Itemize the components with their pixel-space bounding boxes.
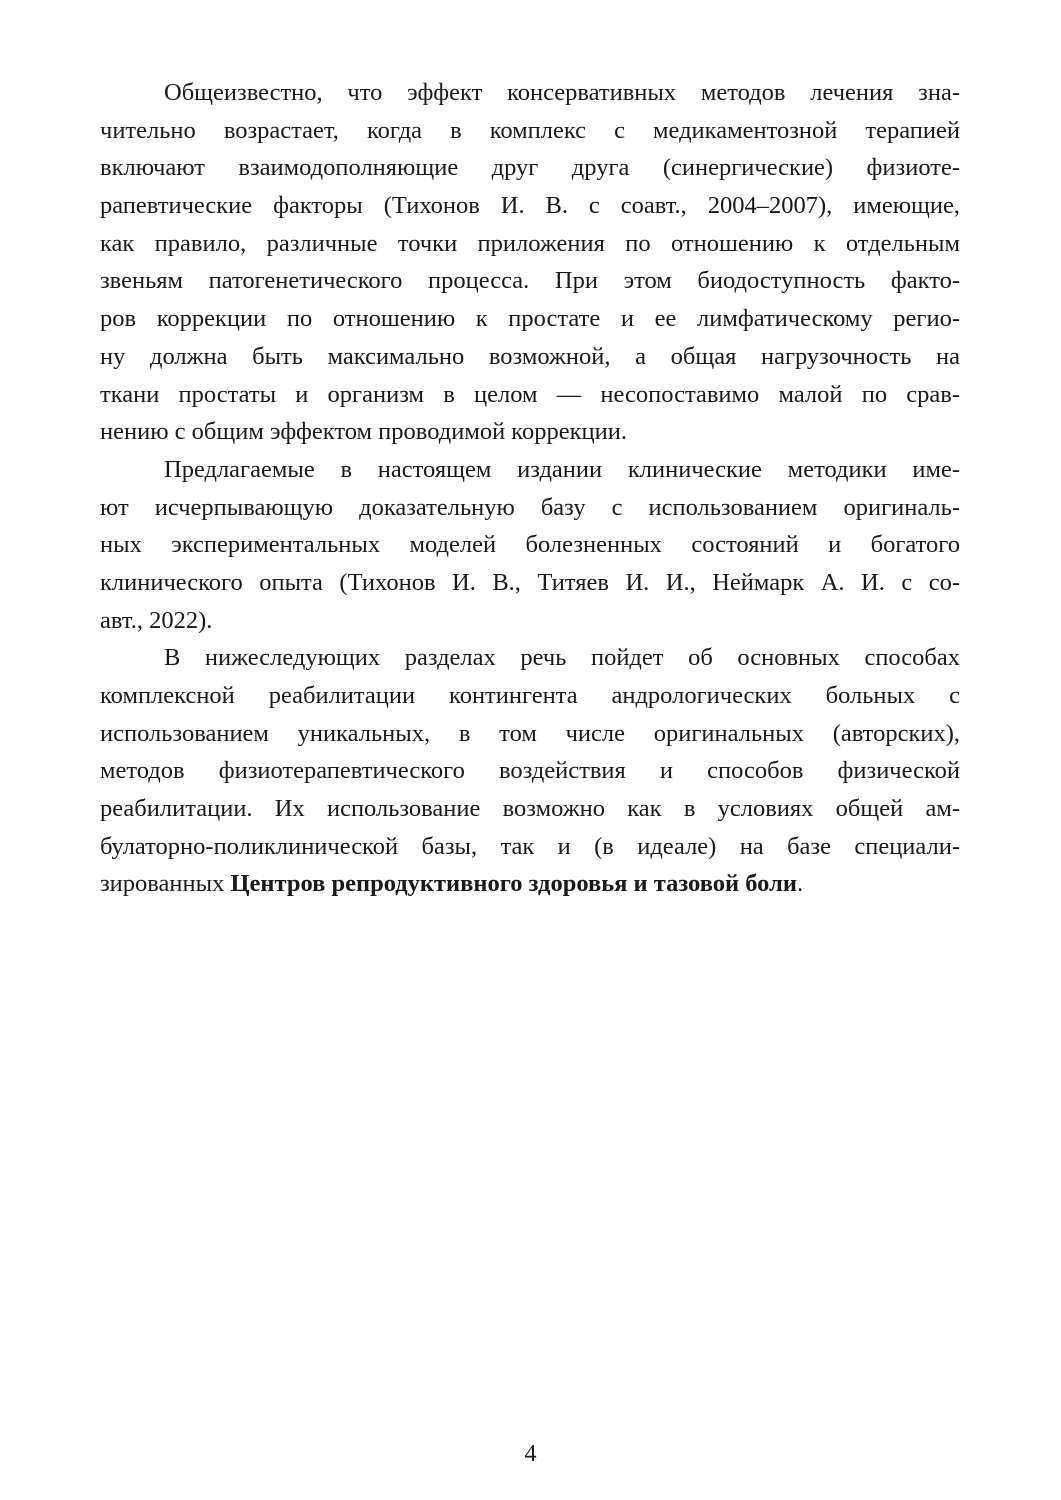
paragraph-3-line: булаторно-поликлинической базы, так и (в идеале) на базе специали-	[100, 832, 960, 860]
page-number: 4	[524, 1441, 537, 1467]
paragraph-1-line: рапевтические факторы (Тихонов И. В. с соавт., 2004–2007), имеющие,	[100, 192, 960, 220]
paragraph-2-line: клинического опыта (Тихонов И. В., Титяев И. И., Неймарк А. И. с со-	[100, 568, 960, 596]
paragraph-1-line: звеньям патогенетического процесса. При этом биодоступность факто-	[100, 267, 960, 295]
body-text	[100, 74, 960, 903]
paragraph-1-line: нению с общим эффектом проводимой коррекции.	[100, 418, 627, 446]
paragraph-2-line: Предлагаемые в настоящем издании клинические методики име-	[164, 455, 960, 483]
paragraph-3-line: В нижеследующих разделах речь пойдет об основных способах	[164, 644, 960, 672]
paragraph-3-line: реабилитации. Их использование возможно как в условиях общей ам-	[100, 795, 960, 823]
paragraph-3-line: использованием уникальных, в том числе оригинальных (авторских),	[100, 719, 960, 747]
paragraph-3-line: методов физиотерапевтического воздействия и способов физической	[100, 757, 960, 785]
paragraph-2-line: ют исчерпывающую доказательную базу с использованием оригиналь-	[100, 493, 960, 521]
paragraph-1-line: Общеизвестно, что эффект консервативных методов лечения зна-	[164, 79, 960, 106]
paragraph-3-last-line	[100, 865, 960, 903]
paragraph-1-line: чительно возрастает, когда в комплекс с медикаментозной терапией	[100, 116, 960, 144]
paragraph-2-line: авт., 2022).	[100, 606, 213, 634]
paragraph-1-line: включают взаимодополняющие друг друга (синергические) физиоте-	[100, 154, 960, 182]
last-line-prefix: зированных	[100, 870, 231, 898]
paragraph-1-line: ну должна быть максимально возможной, а общая нагрузочность на	[100, 342, 960, 370]
last-line-suffix: .	[796, 870, 804, 898]
paragraph-1-line: как правило, различные точки приложения по отношению к отдельным	[100, 229, 960, 257]
paragraph-1-line: ров коррекции по отношению к простате и ее лимфатическому регио-	[100, 305, 960, 333]
centers-bold-phrase: Центров репродуктивного здоровья и тазовой боли	[230, 870, 797, 898]
paragraph-2-line: ных экспериментальных моделей болезненных состояний и богатого	[100, 531, 960, 559]
paragraph-3-line: комплексной реабилитации контингента андрологических больных с	[100, 682, 960, 709]
paragraph-1-line: ткани простаты и организм в целом — несопоставимо малой по срав-	[100, 380, 960, 408]
